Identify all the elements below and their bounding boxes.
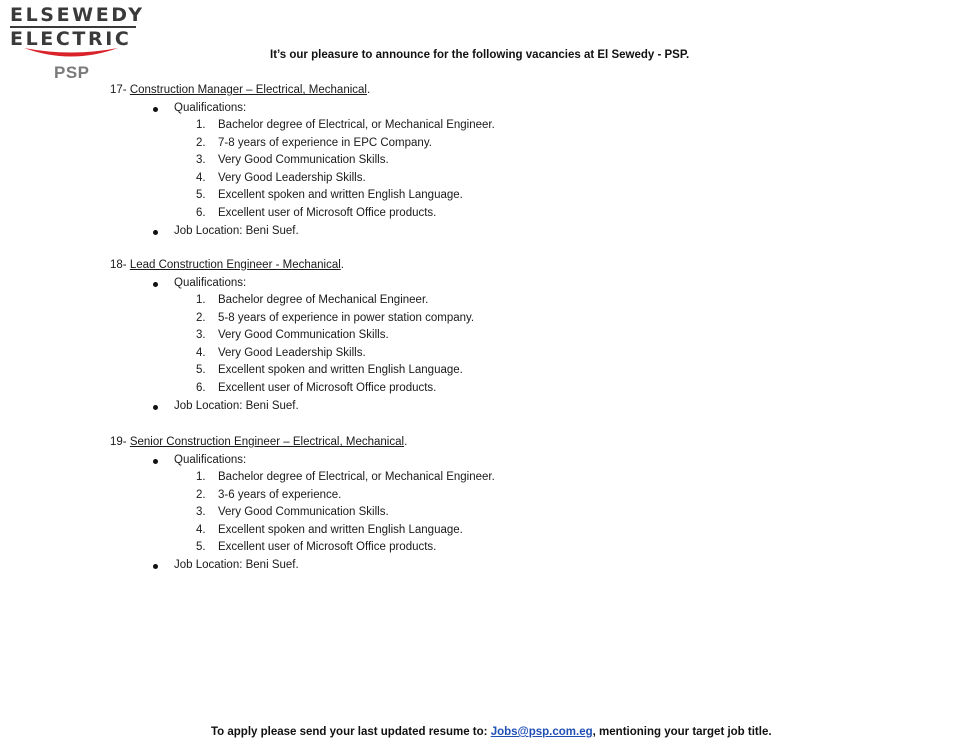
job-title: [110, 257, 810, 275]
bullet-icon: [153, 107, 158, 112]
qualifications-bullet: [110, 100, 810, 118]
job-title-suffix: .: [340, 259, 344, 271]
job-title: [110, 434, 810, 452]
logo-text-line1: ELSEWEDY: [10, 4, 145, 26]
item-text: Excellent spoken and written English Language.: [218, 364, 463, 377]
email-link[interactable]: Jobs@psp.com.eg: [490, 726, 593, 738]
job-title-suffix: .: [404, 436, 408, 448]
company-logo: [10, 4, 145, 50]
list-item: [110, 504, 810, 522]
job-title-text: Construction Manager – Electrical, Mechanical: [129, 84, 367, 96]
job-number: 19-: [110, 436, 127, 448]
item-number: 3.: [196, 329, 206, 342]
item-number: 5.: [196, 189, 206, 202]
list-item: [110, 362, 810, 380]
item-number: 2.: [196, 136, 206, 149]
item-number: 2.: [196, 311, 206, 324]
list-item: [110, 292, 810, 310]
item-text: Excellent user of Microsoft Office products.: [218, 541, 437, 554]
list-item: [110, 469, 810, 487]
qualifications-label: Qualifications:: [174, 276, 247, 289]
logo-text-line2: ELECTRIC: [10, 28, 132, 50]
item-text: Very Good Communication Skills.: [218, 506, 389, 519]
item-text: 7-8 years of experience in EPC Company.: [218, 136, 432, 149]
list-item: [110, 117, 810, 135]
item-text: Bachelor degree of Mechanical Engineer.: [218, 294, 429, 307]
job-section-17: [110, 82, 810, 240]
job-title-text: Senior Construction Engineer – Electrical, Mechanical: [129, 436, 405, 448]
item-number: 4.: [196, 523, 206, 536]
item-text: Very Good Communication Skills.: [218, 154, 389, 167]
item-text: Excellent spoken and written English Language.: [218, 189, 463, 202]
job-number: 18-: [110, 259, 127, 271]
logo-swoosh-icon: [22, 45, 120, 61]
list-item: [110, 380, 810, 398]
job-number: 17-: [110, 84, 127, 96]
item-text: Very Good Communication Skills.: [218, 329, 389, 342]
list-item: [110, 205, 810, 223]
item-text: Bachelor degree of Electrical, or Mechanical Engineer.: [218, 119, 495, 132]
item-text: 5-8 years of experience in power station company.: [218, 311, 475, 324]
qualifications-label: Qualifications:: [174, 101, 247, 114]
location-bullet: [110, 223, 810, 241]
bullet-icon: [153, 230, 158, 235]
bullet-icon: [153, 405, 158, 410]
item-text: Excellent user of Microsoft Office products.: [218, 207, 437, 220]
item-number: 1.: [196, 471, 206, 484]
item-number: 1.: [196, 119, 206, 132]
announcement-headline: It’s our pleasure to announce for the following vacancies at El Sewedy - PSP.: [270, 49, 690, 61]
job-location: Job Location: Beni Suef.: [174, 559, 299, 572]
item-text: Bachelor degree of Electrical, or Mechanical Engineer.: [218, 471, 495, 484]
apply-instructions: [211, 726, 772, 738]
item-text: Very Good Leadership Skills.: [218, 346, 366, 359]
location-bullet: [110, 398, 810, 416]
item-number: 4.: [196, 346, 206, 359]
job-location: Job Location: Beni Suef.: [174, 399, 299, 412]
item-number: 1.: [196, 294, 206, 307]
qualifications-label: Qualifications:: [174, 453, 247, 466]
footer-prefix: To apply please send your last updated resume to:: [211, 726, 491, 738]
job-title-suffix: .: [366, 84, 371, 96]
list-item: [110, 187, 810, 205]
item-number: 3.: [196, 506, 206, 519]
bullet-icon: [153, 282, 158, 287]
footer-suffix: , mentioning your target job title.: [592, 726, 772, 738]
job-title-text: Lead Construction Engineer - Mechanical: [129, 259, 341, 271]
item-text: 3-6 years of experience.: [218, 488, 342, 501]
item-text: Excellent spoken and written English Language.: [218, 523, 463, 536]
list-item: [110, 310, 810, 328]
item-number: 2.: [196, 488, 206, 501]
bullet-icon: [153, 459, 158, 464]
qualifications-bullet: [110, 452, 810, 470]
item-number: 6.: [196, 207, 206, 220]
list-item: [110, 152, 810, 170]
item-text: Very Good Leadership Skills.: [218, 171, 366, 184]
list-item: [110, 135, 810, 153]
list-item: [110, 539, 810, 557]
item-number: 5.: [196, 364, 206, 377]
job-section-19: [110, 434, 810, 575]
logo-psp-text: PSP: [54, 63, 90, 82]
list-item: [110, 327, 810, 345]
bullet-icon: [153, 564, 158, 569]
item-number: 5.: [196, 541, 206, 554]
job-section-18: [110, 257, 810, 415]
list-item: [110, 345, 810, 363]
list-item: [110, 522, 810, 540]
item-number: 4.: [196, 171, 206, 184]
list-item: [110, 170, 810, 188]
item-number: 6.: [196, 382, 206, 395]
qualifications-bullet: [110, 275, 810, 293]
location-bullet: [110, 557, 810, 575]
job-title: [110, 82, 810, 100]
item-text: Excellent user of Microsoft Office products.: [218, 382, 437, 395]
list-item: [110, 487, 810, 505]
item-number: 3.: [196, 154, 206, 167]
job-location: Job Location: Beni Suef.: [174, 224, 299, 237]
